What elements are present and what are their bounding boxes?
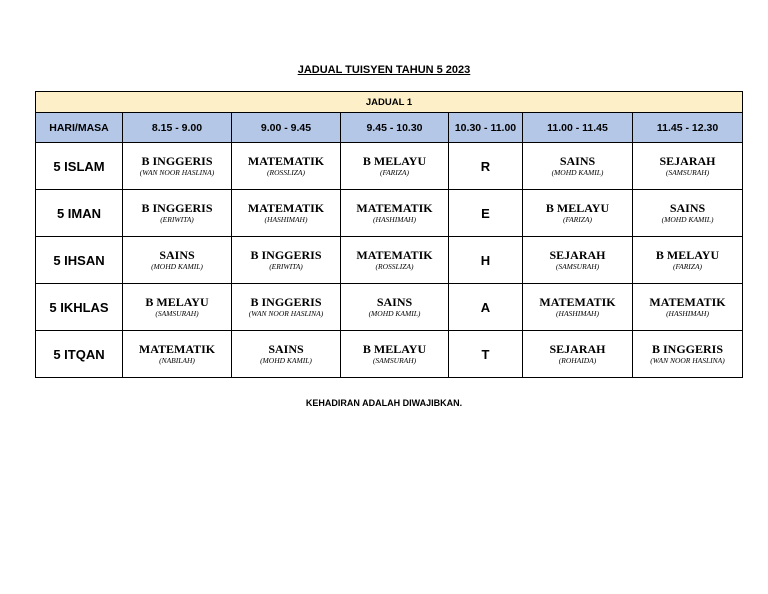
teacher-label: (HASHIMAH) <box>556 309 599 318</box>
header-break: 10.30 - 11.00 <box>449 113 523 143</box>
lesson-cell <box>633 331 743 378</box>
lesson-cell <box>523 284 633 331</box>
lesson-cell <box>523 143 633 190</box>
class-name-cell: 5 ISLAM <box>36 143 123 190</box>
break-letter-cell: A <box>449 284 523 331</box>
subject-label: MATEMATIK <box>247 201 325 215</box>
teacher-label: (MOHD KAMIL) <box>661 215 714 224</box>
table-banner: JADUAL 1 <box>36 92 743 113</box>
header-day-time: HARI/MASA <box>36 113 123 143</box>
subject-label: B MELAYU <box>362 154 427 168</box>
teacher-label: (SAMSURAH) <box>372 356 417 365</box>
lesson-cell <box>123 331 232 378</box>
teacher-label: (ERIWITA) <box>160 215 194 224</box>
subject-label: SAINS <box>559 154 596 168</box>
break-letter-cell: E <box>449 190 523 237</box>
lesson-cell <box>232 284 341 331</box>
lesson-cell <box>523 237 633 284</box>
teacher-label: (NABILAH) <box>159 356 195 365</box>
subject-label: B INGGERIS <box>141 154 213 168</box>
teacher-label: (MOHD KAMIL) <box>260 356 312 365</box>
teacher-label: (ROSSLIZA) <box>267 168 305 177</box>
header-slot-5: 11.45 - 12.30 <box>633 113 743 143</box>
subject-label: MATEMATIK <box>356 201 433 215</box>
teacher-label: (WAN NOOR HASLINA) <box>650 356 725 365</box>
attendance-note: KEHADIRAN ADALAH DIWAJIBKAN. <box>305 398 463 408</box>
lesson-cell <box>123 284 232 331</box>
teacher-label: (WAN NOOR HASLINA) <box>248 309 324 318</box>
teacher-label: (MOHD KAMIL) <box>151 262 203 271</box>
header-slot-2: 9.00 - 9.45 <box>232 113 341 143</box>
teacher-label: (ROHAIDA) <box>558 356 597 365</box>
page-title: JADUAL TUISYEN TAHUN 5 2023 <box>297 64 471 76</box>
teacher-label: (FARIZA) <box>562 215 593 224</box>
subject-label: SAINS <box>669 201 706 215</box>
lesson-cell <box>123 237 232 284</box>
teacher-label: (SAMSURAH) <box>665 168 710 177</box>
lesson-cell <box>341 190 449 237</box>
teacher-label: (MOHD KAMIL) <box>368 309 421 318</box>
table-row <box>36 190 743 237</box>
lesson-cell <box>341 284 449 331</box>
subject-label: SAINS <box>376 295 413 309</box>
header-slot-3: 9.45 - 10.30 <box>341 113 449 143</box>
lesson-cell <box>523 331 633 378</box>
lesson-cell <box>633 143 743 190</box>
teacher-label: (SAMSURAH) <box>555 262 600 271</box>
subject-label: B INGGERIS <box>652 342 724 356</box>
teacher-label: (ERIWITA) <box>269 262 303 271</box>
subject-label: SEJARAH <box>549 248 606 262</box>
teacher-label: (ROSSLIZA) <box>375 262 414 271</box>
lesson-cell <box>633 237 743 284</box>
teacher-label: (FARIZA) <box>379 168 410 177</box>
class-name-cell: 5 IMAN <box>36 190 123 237</box>
header-slot-4: 11.00 - 11.45 <box>523 113 633 143</box>
lesson-cell <box>232 331 341 378</box>
header-slot-1: 8.15 - 9.00 <box>123 113 232 143</box>
timetable <box>35 91 743 378</box>
subject-label: B MELAYU <box>145 295 209 309</box>
subject-label: B INGGERIS <box>250 248 322 262</box>
teacher-label: (WAN NOOR HASLINA) <box>139 168 215 177</box>
teacher-label: (FARIZA) <box>673 262 703 271</box>
teacher-label: (HASHIMAH) <box>666 309 709 318</box>
teacher-label: (MOHD KAMIL) <box>551 168 604 177</box>
teacher-label: (HASHIMAH) <box>264 215 308 224</box>
subject-label: SEJARAH <box>659 154 716 168</box>
table-row <box>36 237 743 284</box>
break-letter-cell: R <box>449 143 523 190</box>
table-row <box>36 284 743 331</box>
lesson-cell <box>123 143 232 190</box>
subject-label: SEJARAH <box>549 342 606 356</box>
break-letter-cell: T <box>449 331 523 378</box>
subject-label: B MELAYU <box>545 201 610 215</box>
banner-row <box>36 92 743 113</box>
subject-label: B MELAYU <box>362 342 427 356</box>
table-row <box>36 331 743 378</box>
subject-label: MATEMATIK <box>539 295 616 309</box>
class-name-cell: 5 IKHLAS <box>36 284 123 331</box>
subject-label: MATEMATIK <box>649 295 726 309</box>
class-name-cell: 5 IHSAN <box>36 237 123 284</box>
teacher-label: (HASHIMAH) <box>373 215 416 224</box>
teacher-label: (SAMSURAH) <box>155 309 199 318</box>
header-row <box>36 113 743 143</box>
lesson-cell <box>523 190 633 237</box>
lesson-cell <box>123 190 232 237</box>
subject-label: SAINS <box>268 342 304 356</box>
lesson-cell <box>633 284 743 331</box>
break-letter-cell: H <box>449 237 523 284</box>
lesson-cell <box>341 143 449 190</box>
subject-label: MATEMATIK <box>247 154 325 168</box>
subject-label: B INGGERIS <box>141 201 213 215</box>
lesson-cell <box>232 237 341 284</box>
subject-label: SAINS <box>159 248 195 262</box>
subject-label: MATEMATIK <box>356 248 433 262</box>
lesson-cell <box>232 190 341 237</box>
subject-label: B INGGERIS <box>250 295 322 309</box>
table-row <box>36 143 743 190</box>
lesson-cell <box>341 331 449 378</box>
lesson-cell <box>341 237 449 284</box>
lesson-cell <box>232 143 341 190</box>
subject-label: B MELAYU <box>655 248 720 262</box>
subject-label: MATEMATIK <box>138 342 216 356</box>
class-name-cell: 5 ITQAN <box>36 331 123 378</box>
lesson-cell <box>633 190 743 237</box>
